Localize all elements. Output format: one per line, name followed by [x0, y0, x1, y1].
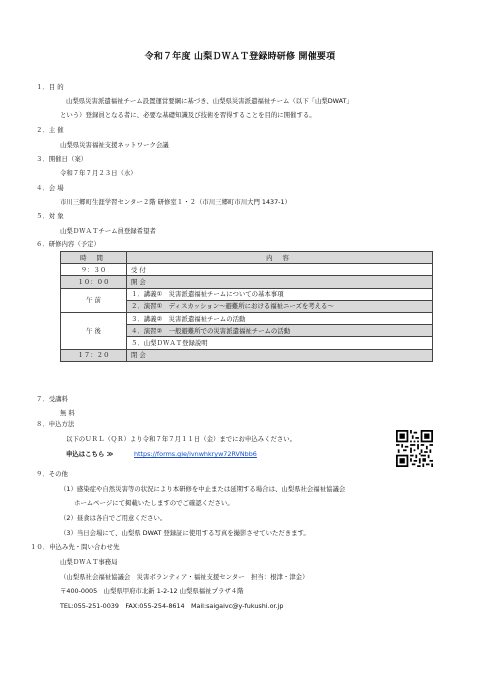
- row-content: ４．演習② 一般避難所での災害派遣福祉チームの活動: [127, 325, 433, 337]
- section-10-heading: １０．申込み先・問い合わせ先: [30, 543, 120, 551]
- note-1-line2: ホームページにて掲載いたしますのでご確認ください。: [74, 499, 234, 507]
- note-1-line1: （1）感染症や自然災害等の状況により本研修を中止または延期する場合は、山梨県社会福祉協議会: [60, 485, 346, 493]
- section-9-heading: ９．その他: [36, 470, 68, 478]
- section-1-heading: １．目 的: [36, 83, 64, 91]
- section-2-heading: ２．主 催: [36, 126, 64, 134]
- row-content: ５．山梨ＤＷＡＴ登録説明: [127, 337, 433, 349]
- table-header-row: [61, 252, 433, 264]
- schedule-table: [60, 251, 433, 362]
- contact-address: 〒400-0005 山梨県甲府市北新 1-2-12 山梨県福祉プラザ４階: [60, 587, 244, 595]
- section-8-text: 以下のＵＲＬ（ＱＲ）より令和７年７月１１日（金）までにお申込みください。: [66, 435, 297, 443]
- note-3: （3）当日会場にて、山梨県 DWAT 登録証に使用する写真を撮影させていただきます。: [60, 529, 310, 537]
- section-5-heading: ５．対 象: [36, 212, 64, 220]
- row-time: １７：２０: [61, 349, 127, 361]
- apply-label: 申込はこちら ≫: [66, 450, 114, 458]
- row-time: ９：３０: [61, 264, 127, 276]
- section-4-text: 市川三郷町生涯学習センター２階 研修室１・２（市川三郷町市川大門 1437-1）: [60, 198, 291, 206]
- row-content: 閉 会: [127, 349, 433, 361]
- row-content: 開 会: [127, 276, 433, 288]
- table-row: [61, 288, 433, 300]
- table-row: [61, 264, 433, 276]
- section-7-heading: ７．受講料: [36, 395, 68, 403]
- row-content: １．講義① 災害派遣福祉チームについての基本事項: [127, 288, 433, 300]
- row-content: ３．講義② 災害派遣福祉チームの活動: [127, 312, 433, 324]
- table-row: [61, 276, 433, 288]
- section-7-text: 無 料: [60, 409, 75, 417]
- am-label: 午 前: [61, 288, 127, 312]
- section-8-heading: ８．申込方法: [36, 420, 75, 428]
- section-2-text: 山梨県災害福祉支援ネットワーク会議: [60, 141, 169, 149]
- table-row: [61, 349, 433, 361]
- section-1-text-line2: という）登録員となる者に、必要な基礎知識及び技術を習得することを目的に開催する。: [60, 111, 316, 119]
- table-row: [61, 312, 433, 324]
- col-time-header: 時 間: [61, 252, 127, 264]
- note-2: （2）昼食は各自でご用意ください。: [60, 514, 167, 522]
- col-content-header: 内 容: [127, 252, 433, 264]
- section-6-heading: ６．研修内容（予定）: [36, 240, 100, 248]
- section-4-heading: ４．会 場: [36, 184, 64, 192]
- apply-form-link[interactable]: https://forms.gle/ivnwhkryw72RVNbb6: [134, 450, 257, 458]
- contact-tel-fax-mail: TEL:055-251-0039 FAX:055-254-8614 Mail:saigaivc@y-fukushi.or.jp: [60, 602, 284, 610]
- section-1-text-line1: 山梨県災害派遣福祉チーム設置運営要綱に基づき、山梨県災害派遣福祉チーム（以下「山梨DWAT」: [66, 97, 353, 105]
- row-time: １０：００: [61, 276, 127, 288]
- qr-code-icon[interactable]: [396, 430, 433, 467]
- row-content: ２．演習① ディスカッション～避難所における福祉ニーズを考える～: [127, 300, 433, 312]
- row-content: 受 付: [127, 264, 433, 276]
- section-5-text: 山梨ＤＷＡＴチーム員登録希望者: [60, 227, 156, 235]
- contact-organization: （山梨県社会福祉協議会 災害ボランティア・福祉支援センター 担当：根津・津金）: [60, 573, 309, 581]
- pm-label: 午 後: [61, 312, 127, 349]
- section-3-heading: ３．開催日（案）: [36, 155, 88, 163]
- document-title: 令和７年度 山梨ＤＷＡＴ登録時研修 開催要項: [144, 52, 336, 62]
- section-3-text: 令和７年７月２３日（水）: [60, 169, 137, 177]
- contact-office: 山梨ＤＷＡＴ事務局: [60, 558, 118, 566]
